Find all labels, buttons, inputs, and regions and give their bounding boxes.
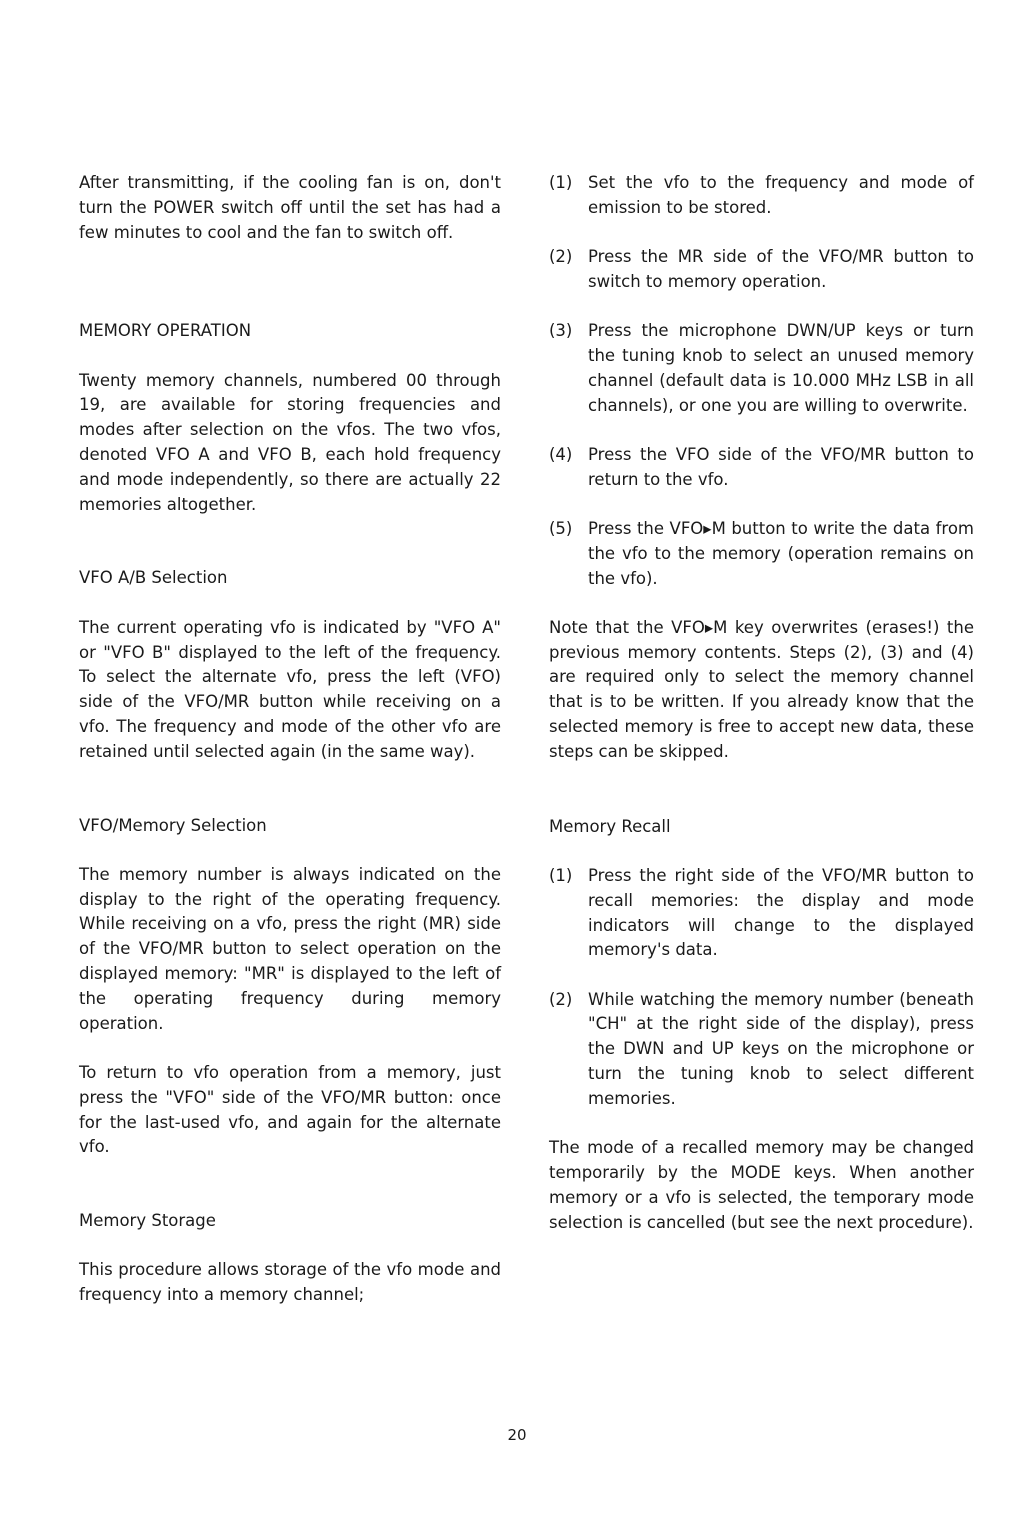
memory-storage-steps xyxy=(549,171,974,591)
step-text: While watching the memory number (beneath "CH" at the right side of the display), press the DWN and UP keys on the microphone or turn the tuning knob to select different memories. xyxy=(588,989,974,1108)
overwrite-note-paragraph: Note that the VFO▸M key overwrites (erases!) the previous memory contents. Steps (2), (3) and (4) are required only to select the memory channel that is to be written. If you already know that the selected memory is free to accept new data, these steps can be skipped. xyxy=(549,617,974,761)
intro-paragraph: After transmitting, if the cooling fan is on, don't turn the POWER switch off until the set has had a few minutes to cool and the fan to switch off. xyxy=(79,173,501,242)
step-text: Press the VFO▸M button to write the data from the vfo to the memory (operation remains on the vfo). xyxy=(588,518,974,588)
step-text: Press the MR side of the VFO/MR button to switch to memory operation. xyxy=(588,247,974,291)
step-number: (1) xyxy=(549,173,573,192)
vfo-memory-selection-paragraph-2: To return to vfo operation from a memory, just press the "VFO" side of the VFO/MR button: once for the last-used vfo, and again for the alternate vfo. xyxy=(79,1062,501,1157)
list-item xyxy=(549,319,974,418)
list-item xyxy=(549,245,974,295)
page-number: 20 xyxy=(507,1426,527,1444)
memory-recall-paragraph: The mode of a recalled memory may be changed temporarily by the MODE keys. When another memory or a vfo is selected, the temporary mode selection is cancelled (but see the next procedure). xyxy=(549,1138,974,1232)
memory-recall-steps xyxy=(549,864,974,1112)
step-number: (5) xyxy=(549,518,573,538)
list-item xyxy=(549,864,974,963)
list-item xyxy=(549,517,974,591)
step-number: (2) xyxy=(549,989,573,1009)
step-text: Press the microphone DWN/UP keys or turn the tuning knob to select an unused memory channel (default data is 10.000 MHz LSB in all channels), or one you are willing to overwrite. xyxy=(588,321,974,415)
vfo-ab-selection-heading: VFO A/B Selection xyxy=(79,568,228,588)
memory-operation-paragraph: Twenty memory channels, numbered 00 through 19, are available for storing frequencies and modes after selection on the vfos. The two vfos, denoted VFO A and VFO B, each hold frequency and mode independently, so there are actually 22 memories altogether. xyxy=(79,370,501,514)
step-number: (1) xyxy=(549,865,573,885)
list-item xyxy=(549,988,974,1112)
step-text: Set the vfo to the frequency and mode of emission to be stored. xyxy=(588,173,974,217)
vfo-memory-selection-heading: VFO/Memory Selection xyxy=(79,815,267,835)
step-number: (4) xyxy=(549,444,573,464)
memory-recall-heading: Memory Recall xyxy=(549,816,671,836)
memory-storage-paragraph: This procedure allows storage of the vfo mode and frequency into a memory channel; xyxy=(79,1260,501,1305)
vfo-ab-selection-paragraph: The current operating vfo is indicated by "VFO A" or "VFO B" displayed to the left of the frequency. To select the alternate vfo, press the left (VFO) side of the VFO/MR button while receiving on a vfo. The frequency and mode of the other vfo are retained until selected again (in the same way). xyxy=(79,617,501,761)
step-text: Press the VFO side of the VFO/MR button to return to the vfo. xyxy=(588,444,974,489)
memory-operation-heading: MEMORY OPERATION xyxy=(79,321,252,341)
right-column xyxy=(549,171,974,1235)
step-text: Press the right side of the VFO/MR button to recall memories: the display and mode indicators will change to the displayed memory's data. xyxy=(588,865,974,960)
step-number: (2) xyxy=(549,247,573,267)
vfo-memory-selection-paragraph-1: The memory number is always indicated on the display to the right of the operating frequency. While receiving on a vfo, press the right (MR) side of the VFO/MR button to select operation on the displayed memory: "MR" is displayed to the left of the operating frequency during memory operation. xyxy=(79,864,501,1033)
list-item xyxy=(549,443,974,493)
list-item xyxy=(549,171,974,221)
memory-storage-heading: Memory Storage xyxy=(79,1211,216,1231)
left-column xyxy=(79,171,501,1308)
step-number: (3) xyxy=(549,321,573,341)
